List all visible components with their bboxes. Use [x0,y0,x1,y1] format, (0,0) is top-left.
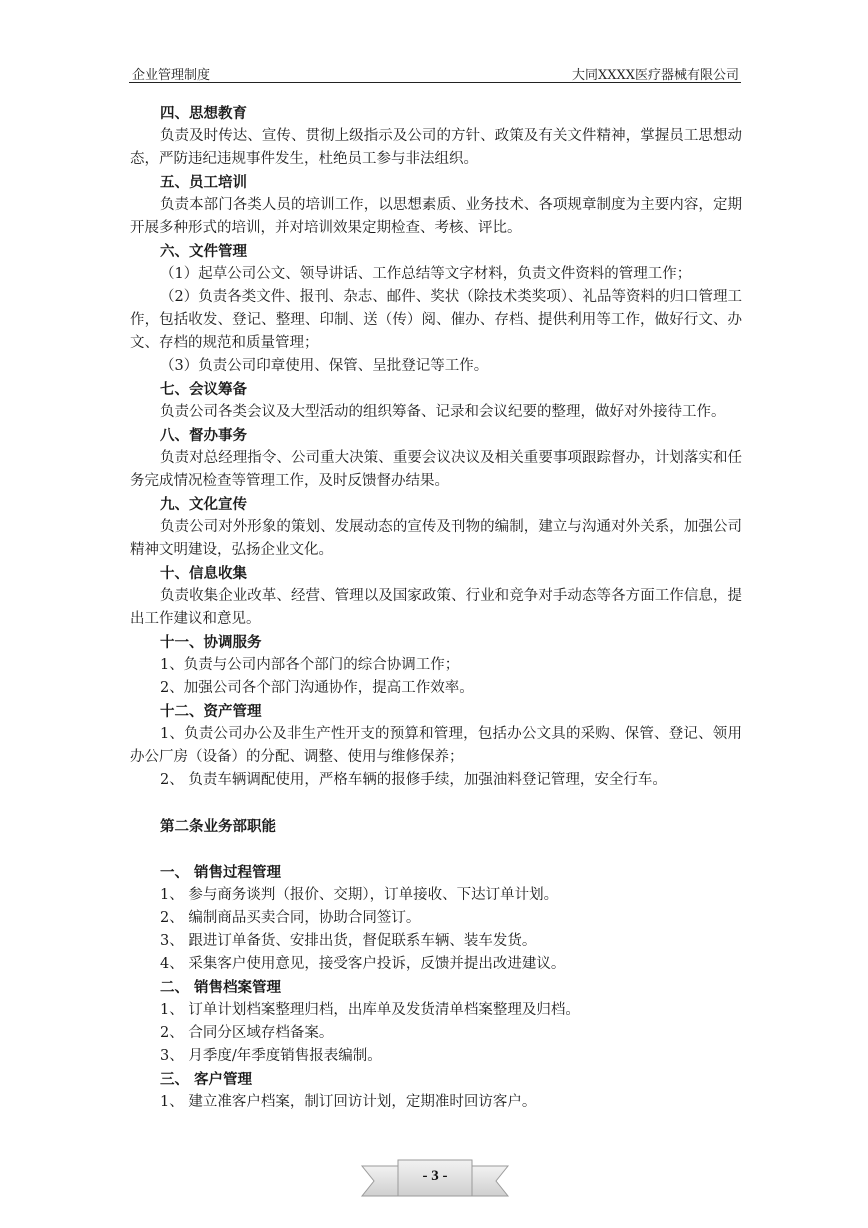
section-heading: 十、信息收集 [160,565,247,582]
list-item: 1、负责公司办公及非生产性开支的预算和管理，包括办公文具的采购、保管、登记、领用办公厂房（设备）的分配、调整、使用与维修保养； [130,726,742,765]
section-heading: 四、思想教育 [160,105,247,122]
section-heading: 九、文化宣传 [160,496,247,513]
list-item: 3、 月季度/年季度销售报表编制。 [160,1048,382,1064]
section-heading: 八、督办事务 [160,427,247,444]
page-number: - 3 - [422,1168,448,1184]
list-item: （2）负责各类文件、报刊、杂志、邮件、奖状（除技术类奖项）、礼品等资料的归口管理工作，包括收发、登记、整理、印制、送（传）阅、催办、存档、提供利用等工作，做好行文、办文、存档的规范和质量管理； [130,289,742,351]
article-heading: 第二条业务部职能 [160,818,276,835]
list-item: 2、 负责车辆调配使用，严格车辆的报修手续，加强油料登记管理，安全行车。 [160,772,667,788]
section-paragraph: 负责本部门各类人员的培训工作，以思想素质、业务技术、各项规章制度为主要内容，定期开展多种形式的培训，并对培训效果定期检查、考核、评比。 [130,197,742,236]
section-paragraph: 负责公司对外形象的策划、发展动态的宣传及刊物的编制，建立与沟通对外关系，加强公司精神文明建设，弘扬企业文化。 [130,519,742,558]
list-item: 2、 编制商品买卖合同，协助合同签订。 [160,910,421,926]
list-item: 1、负责与公司内部各个部门的综合协调工作； [160,657,460,673]
list-item: 4、 采集客户使用意见，接受客户投诉，反馈并提出改进建议。 [160,956,566,972]
list-item: （1）起草公司公文、领导讲话、工作总结等文字材料，负责文件资料的管理工作； [160,266,692,282]
section-heading: 十一、协调服务 [160,634,262,651]
section-heading: 一、 销售过程管理 [160,864,282,881]
list-item: 2、 合同分区域存档备案。 [160,1025,334,1041]
section-heading: 二、 销售档案管理 [160,979,282,996]
list-item: 1、 订单计划档案整理归档，出库单及发货清单档案整理及归档。 [160,1002,580,1018]
list-item: 3、 跟进订单备货、安排出货，督促联系车辆、装车发货。 [160,933,537,949]
spacer [130,838,742,861]
section-paragraph: 负责公司各类会议及大型活动的组织筹备、记录和会议纪要的整理，做好对外接待工作。 [160,404,726,420]
header-left-text: 企业管理制度 [132,68,211,83]
section-heading: 六、文件管理 [160,243,247,260]
list-item: 1、 参与商务谈判（报价、交期），订单接收、下达订单计划。 [160,887,559,903]
section-paragraph: 负责对总经理指令、公司重大决策、重要会议决议及相关重要事项跟踪督办，计划落实和任务完成情况检查等管理工作，及时反馈督办结果。 [130,450,742,489]
section-paragraph: 负责收集企业改革、经营、管理以及国家政策、行业和竞争对手动态等各方面工作信息，提出工作建议和意见。 [130,588,742,627]
page-footer [358,1152,512,1204]
document-body [130,102,742,1114]
header-company-name: 大同XXXX医疗器械有限公司 [571,68,739,83]
section-heading: 七、会议筹备 [160,381,247,398]
section-heading: 三、 客户管理 [160,1071,253,1088]
section-heading: 五、员工培训 [160,174,247,191]
section-paragraph: 负责及时传达、宣传、贯彻上级指示及公司的方针、政策及有关文件精神，掌握员工思想动态，严防违纪违规事件发生，杜绝员工参与非法组织。 [130,128,742,167]
list-item: （3）负责公司印章使用、保管、呈批登记等工作。 [160,358,489,374]
list-item: 2、加强公司各个部门沟通协作，提高工作效率。 [160,680,474,696]
page-header [129,62,741,83]
list-item: 1、 建立准客户档案，制订回访计划，定期准时回访客户。 [160,1094,537,1110]
spacer [130,792,742,815]
section-heading: 十二、资产管理 [160,703,262,720]
